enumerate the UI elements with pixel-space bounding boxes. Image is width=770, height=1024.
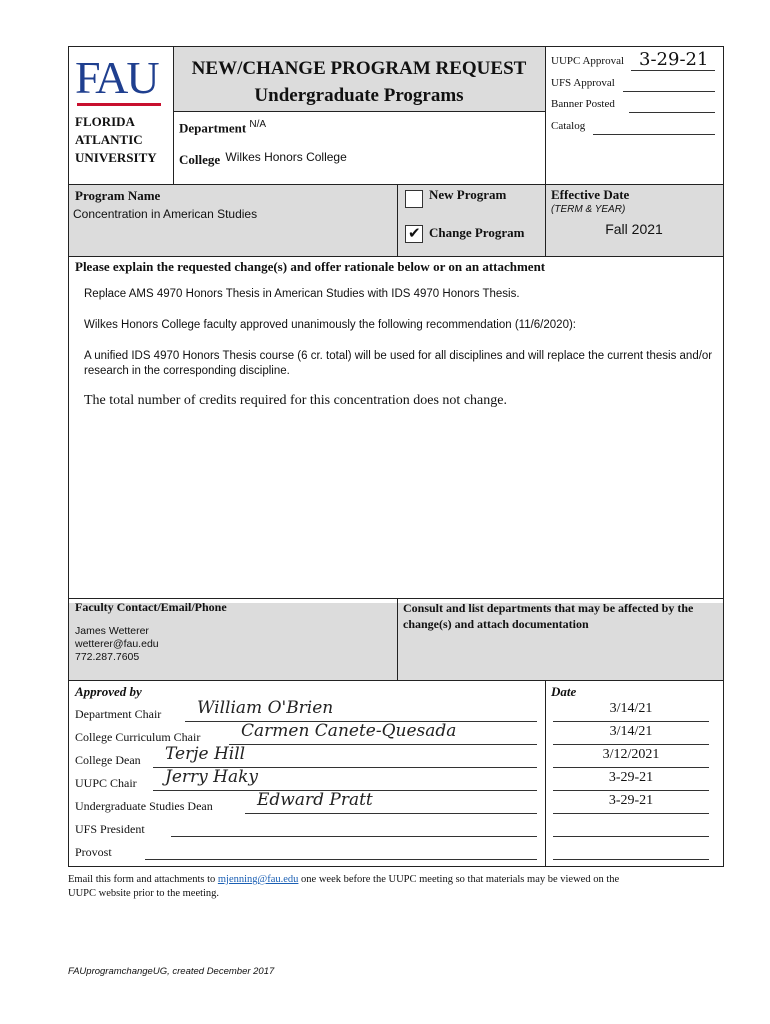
approval-signature-rows — [69, 47, 723, 868]
signature-value: Terje Hill — [165, 744, 246, 764]
approver-role-label: Provost — [75, 845, 112, 859]
approver-role-label: Undergraduate Studies Dean — [75, 799, 213, 813]
college-field: College Wilkes Honors College — [179, 150, 347, 167]
date-column-label: Date — [551, 684, 577, 699]
approval-date-value: 3/12/2021 — [602, 747, 660, 762]
date-line[interactable] — [553, 813, 709, 814]
rationale-heading: Please explain the requested change(s) and offer rationale below or on an attachment — [75, 259, 546, 274]
date-line[interactable] — [553, 721, 709, 722]
approver-role-label: UUPC Chair — [75, 776, 137, 790]
faculty-contact-info: James Wetterer wetterer@fau.edu 772.287.7605 — [75, 625, 159, 663]
approver-role-label: College Dean — [75, 753, 141, 767]
approval-date-value: 3-29-21 — [608, 793, 654, 808]
date-line[interactable] — [553, 836, 709, 837]
program-request-form: FAU FLORIDA ATLANTIC UNIVERSITY NEW/CHANGE PROGRAM REQUEST Undergraduate Programs Department $^{N/A}$ College Wilkes Honors College UUPC Approval 3-29-21 UFS Approval Banner Posted Catalog Program Name Concentration in American Studies New Program ✔ Change Program Effective Date (TERM & YEAR) Fall 2021 Please explain the requested change(s) and offer rationale below or on an attachment Replace AMS 4970 Honors Thesis in American Studies with IDS 4970 Honors Thesis. Wilkes Honors College faculty approved unanimously the following recommendation (11/6/2020): A unified IDS 4970 Honors Thesis course (6 cr. total) will be used for all disciplines and will replace the current thesis and/or research in the corresponding discipline. The total number of credits required for this concentration does not change. Faculty Contact/Email/Phone James Wetterer wetterer@fau.edu 772.287.7605 Consult and list departments that may be affected by the change(s) and attach documentation Approved by Date Department Chair William O'Brien 3/14/21 College Curriculum Chair Carmen Canete-Quesada 3/14/21 College Dean Terje Hill 3/12/2021 UUPC Chair Jerry Haky 3-29-21 Undergraduate Studies Dean Edward Pratt 3-29-21 UFS President Provost — [68, 46, 724, 867]
rationale-paragraph: Wilkes Honors College faculty approved unanimously the following recommendation (11/6/2020): — [84, 319, 576, 331]
rationale-paragraph: Replace AMS 4970 Honors Thesis in American Studies with IDS 4970 Honors Thesis. — [84, 288, 520, 300]
submission-email-link[interactable]: mjenning@fau.edu — [217, 874, 299, 885]
checkmark-icon: ✔ — [408, 226, 421, 242]
logo-letters: FAU — [75, 52, 158, 103]
program-name-value: Concentration in American Studies — [73, 207, 258, 221]
consult-departments-label: Consult and list departments that may be affected by the change(s) and attach documentation — [403, 601, 694, 631]
signature-line[interactable] — [245, 813, 537, 814]
signature-line[interactable] — [145, 859, 537, 860]
signature-line[interactable] — [171, 836, 537, 837]
date-line[interactable] — [553, 859, 709, 860]
new-program-label: New Program — [429, 187, 507, 202]
department-field: Department $^{N/A}$ — [179, 119, 267, 136]
approver-role-label: College Curriculum Chair — [75, 730, 201, 744]
faculty-contact-label: Faculty Contact/Email/Phone — [75, 600, 227, 614]
program-name-label: Program Name — [75, 188, 161, 203]
submission-note: Email this form and attachments to mjenning@fau.edu one week before the UUPC meeting so that materials may be viewed on the UUPC website prior to the meeting. — [68, 874, 620, 899]
rationale-paragraph: A unified IDS 4970 Honors Thesis course (6 cr. total) will be used for all disciplines and will replace the current thesis and/or research in the corresponding discipline. — [84, 350, 713, 377]
approver-role-label: UFS President — [75, 822, 145, 836]
approved-by-label: Approved by — [75, 684, 142, 699]
page-title: NEW/CHANGE PROGRAM REQUEST Undergraduate Programs — [191, 58, 527, 106]
effective-date-hint: (TERM & YEAR) — [551, 204, 626, 215]
signature-value: Carmen Canete-Quesada — [241, 721, 457, 741]
date-line[interactable] — [553, 767, 709, 768]
approver-role-label: Department Chair — [75, 707, 162, 721]
university-name: FLORIDA ATLANTIC UNIVERSITY — [75, 114, 157, 165]
date-line[interactable] — [553, 744, 709, 745]
signature-value: Edward Pratt — [257, 790, 373, 810]
approval-date-value: 3-29-21 — [608, 770, 654, 785]
signature-line[interactable] — [229, 744, 537, 745]
effective-date-value: Fall 2021 — [605, 221, 663, 237]
approval-date-value: 3/14/21 — [609, 724, 653, 739]
form-credit: FAUprogramchangeUG, created December 2017 — [68, 966, 275, 977]
effective-date-label: Effective Date — [551, 187, 630, 202]
signature-value: Jerry Haky — [165, 767, 259, 787]
date-line[interactable] — [553, 790, 709, 791]
approval-date-value: 3/14/21 — [609, 701, 653, 716]
uupc-approval-date: 3-29-21 — [639, 49, 709, 70]
signature-value: William O'Brien — [197, 698, 334, 718]
change-program-label: Change Program — [429, 225, 525, 240]
rationale-paragraph: The total number of credits required for this concentration does not change. — [84, 393, 507, 408]
